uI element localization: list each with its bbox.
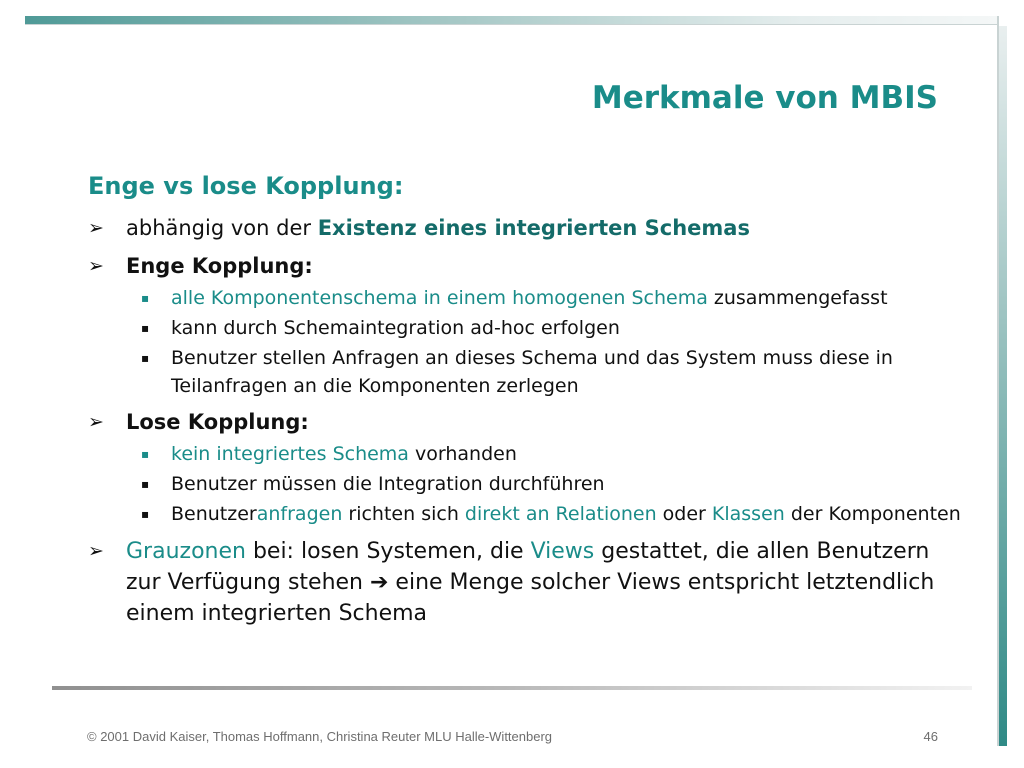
- square-bullet-icon: ▪: [141, 291, 150, 305]
- sub-bullet-emphasis: alle Komponentenschema in einem homogenen Schema: [171, 287, 708, 309]
- arrow-bullet-icon: ➢: [88, 255, 104, 277]
- sub-bullet-emphasis: kein integriertes Schema: [171, 443, 409, 465]
- sub-bullet-text: richten sich: [342, 503, 465, 525]
- bullet-dependency: [88, 214, 968, 242]
- footer-divider: [52, 686, 972, 690]
- sub-bullet: [140, 440, 968, 468]
- square-bullet-icon: ▪: [141, 477, 150, 491]
- square-bullet-icon: ▪: [141, 447, 150, 461]
- right-frame-bar: [999, 26, 1007, 746]
- grauzonen-emphasis: Grauzonen: [126, 539, 246, 564]
- grauzonen-text: eine Menge solcher Views entspricht letztendlich einem integrierten Schema: [126, 570, 935, 626]
- page-number: 46: [923, 729, 938, 744]
- square-bullet-icon: ▪: [141, 321, 150, 335]
- sub-bullet: [140, 284, 968, 312]
- sub-bullet-text: kann durch Schemaintegration ad-hoc erfolgen: [171, 317, 620, 339]
- sub-bullet: [140, 470, 968, 498]
- bullet-grauzonen: [88, 536, 968, 629]
- grauzonen-text: bei: losen Systemen, die: [245, 539, 531, 564]
- bullet-lose-kopplung: [88, 408, 968, 436]
- footer-copyright: © 2001 David Kaiser, Thomas Hoffmann, Christina Reuter MLU Halle-Wittenberg: [87, 729, 553, 744]
- sub-bullet-text: Benutzer: [171, 503, 257, 525]
- sub-bullet-text: Benutzer stellen Anfragen an dieses Schema und das System muss diese in Teilanfragen an die Komponenten zerlegen: [171, 347, 893, 397]
- right-arrow-icon: ➔: [370, 570, 389, 595]
- sub-bullet-text: der Komponenten: [784, 503, 961, 525]
- arrow-bullet-icon: ➢: [88, 217, 104, 239]
- sub-bullet-text: Benutzer müssen die Integration durchführen: [171, 473, 605, 495]
- arrow-bullet-icon: ➢: [88, 411, 104, 433]
- sub-bullet-text: oder: [656, 503, 712, 525]
- slide-content: [88, 172, 968, 633]
- grauzonen-text: gestattet, die allen Benutzern zur Verfügung stehen: [126, 539, 930, 595]
- bullet-enge-kopplung: [88, 252, 968, 280]
- top-frame-bar: [25, 16, 998, 24]
- bullet-dependency-text: abhängig von der: [126, 216, 318, 240]
- sub-bullet-text: zusammengefasst: [707, 287, 888, 309]
- sub-bullet-text: vorhanden: [408, 443, 517, 465]
- square-bullet-icon: ▪: [141, 351, 150, 365]
- section-heading: Enge vs lose Kopplung:: [88, 172, 404, 200]
- sub-bullet-emphasis: anfragen: [256, 503, 343, 525]
- sub-bullet-emphasis: Klassen: [711, 503, 785, 525]
- sub-bullet: [140, 500, 968, 528]
- square-bullet-icon: ▪: [141, 507, 150, 521]
- sub-bullet: [140, 344, 968, 400]
- enge-kopplung-label: Enge Kopplung:: [126, 254, 313, 278]
- views-emphasis: Views: [530, 539, 595, 564]
- lose-kopplung-label: Lose Kopplung:: [126, 410, 309, 434]
- sub-bullet: [140, 314, 968, 342]
- arrow-bullet-icon: ➢: [88, 540, 104, 562]
- sub-bullet-emphasis: direkt an Relationen: [464, 503, 657, 525]
- top-frame-line: [25, 24, 998, 25]
- slide-title: Merkmale von MBIS: [591, 80, 938, 116]
- bullet-dependency-emphasis: Existenz eines integrierten Schemas: [317, 216, 750, 240]
